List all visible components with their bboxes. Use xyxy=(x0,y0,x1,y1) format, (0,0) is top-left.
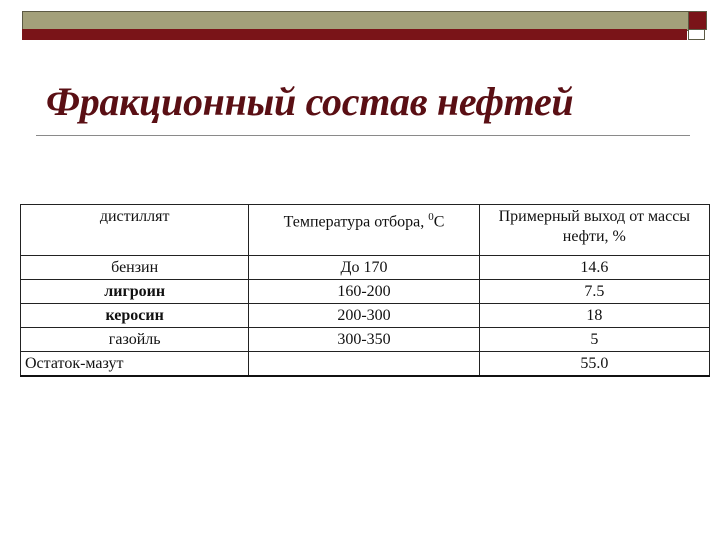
fraction-table xyxy=(20,204,710,377)
header-yield: Примерный выход от массы нефти, % xyxy=(479,205,709,256)
corner-square-outline xyxy=(688,29,705,40)
row-temp: 160-200 xyxy=(249,280,479,304)
title-divider xyxy=(36,135,690,136)
row-name: бензин xyxy=(21,256,249,280)
table-row xyxy=(21,304,710,328)
table-row xyxy=(21,352,710,377)
row-temp: До 170 xyxy=(249,256,479,280)
top-maroon-bar xyxy=(22,29,687,40)
top-olive-bar xyxy=(22,11,689,31)
header-distillate: дистиллят xyxy=(21,205,249,256)
row-name: лигроин xyxy=(21,280,249,304)
corner-square-accent xyxy=(688,11,707,30)
row-yield: 55.0 xyxy=(479,352,709,377)
header-temperature-degree: 0 xyxy=(428,211,434,223)
table-row xyxy=(21,280,710,304)
row-name: газойль xyxy=(21,328,249,352)
row-yield: 5 xyxy=(479,328,709,352)
table-header-row xyxy=(21,205,710,256)
row-yield: 14.6 xyxy=(479,256,709,280)
row-temp: 200-300 xyxy=(249,304,479,328)
row-name: керосин xyxy=(21,304,249,328)
row-yield: 7.5 xyxy=(479,280,709,304)
row-temp xyxy=(249,352,479,377)
table-row xyxy=(21,256,710,280)
row-yield: 18 xyxy=(479,304,709,328)
table-row xyxy=(21,328,710,352)
header-temperature-label: Температура отбора, xyxy=(283,213,429,231)
header-temperature-unit: С xyxy=(433,213,445,231)
slide-title: Фракционный состав нефтей xyxy=(46,79,574,124)
header-temperature xyxy=(249,205,479,256)
row-temp: 300-350 xyxy=(249,328,479,352)
row-name: Остаток-мазут xyxy=(21,352,249,377)
